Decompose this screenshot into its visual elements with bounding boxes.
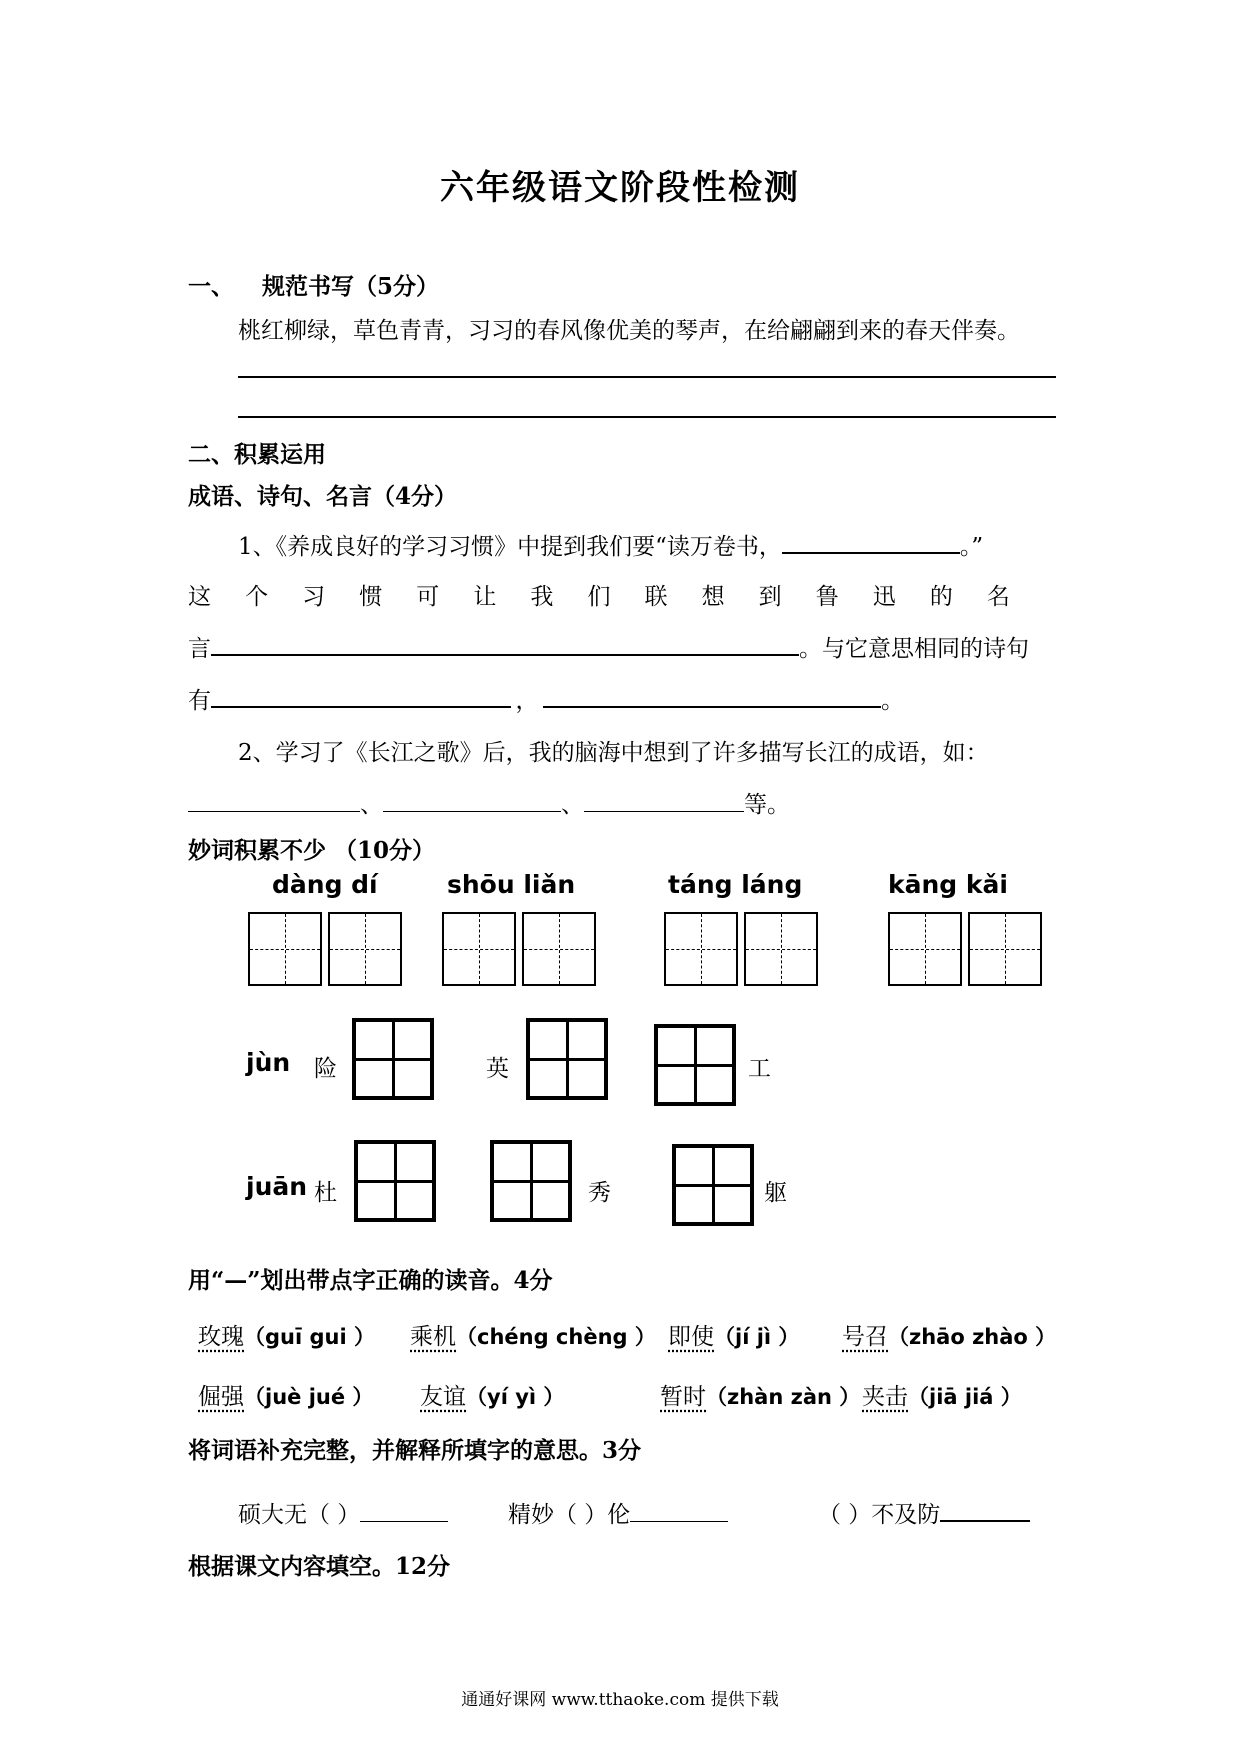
q2-dun: 、 (561, 792, 584, 818)
fill-char-box[interactable] (526, 1018, 608, 1100)
writing-grid-box[interactable] (248, 912, 322, 986)
reading-item[interactable]: 倔强（juè jué ） (198, 1384, 374, 1410)
q2-end: 等。 (744, 792, 790, 818)
reading-item[interactable]: 暂时（zhàn zàn ） (660, 1384, 861, 1410)
reading-item[interactable]: 即使（jí jì ） (668, 1324, 800, 1350)
q1-char: 鲁 (815, 584, 839, 610)
q1-period: 。 (881, 688, 904, 714)
answer-blank-idiom-3[interactable] (584, 791, 744, 812)
pinyin-4: kāng kǎi (888, 870, 1008, 899)
meaning-blank[interactable] (940, 1500, 1030, 1522)
answer-blank-quote[interactable] (211, 634, 799, 656)
question-1-line-4 (188, 682, 904, 715)
question-1-text: 1、《养成良好的学习习惯》中提到我们要“读万卷书， (238, 534, 782, 560)
question-1-close: 。” (959, 534, 984, 560)
fill-char-box[interactable] (490, 1140, 572, 1222)
fill-word-3: （ ）不及防 (818, 1496, 1030, 1529)
word-accumulation-heading: 妙词积累不少 （10分） (188, 837, 436, 864)
writing-grid-box[interactable] (442, 912, 516, 986)
q1-char: 到 (758, 584, 782, 610)
answer-blank-poem-1[interactable] (211, 686, 511, 708)
section-1-number: 一、 (188, 273, 234, 300)
q2-dun: 、 (360, 792, 383, 818)
juan-char-3: 躯 (764, 1180, 787, 1206)
page-title: 六年级语文阶段性检测 (440, 168, 800, 208)
fill-word-1: 硕大无（ ） (238, 1496, 448, 1529)
juan-pinyin: juān (246, 1172, 308, 1201)
reading-item[interactable]: 友谊（yí yì ） (420, 1384, 565, 1410)
q1-char: 我 (530, 584, 554, 610)
q1-char: 这 (188, 584, 211, 610)
q1-you: 有 (188, 688, 211, 714)
pinyin-2: shōu liǎn (447, 870, 576, 899)
q1-char: 的 (929, 584, 953, 610)
pinyin-1: dàng dí (272, 870, 378, 899)
q1-char: 联 (644, 584, 668, 610)
meaning-blank[interactable] (360, 1501, 448, 1522)
writing-line-1[interactable] (238, 376, 1056, 378)
answer-blank-poem-2[interactable] (543, 686, 881, 708)
fill-char-box[interactable] (654, 1024, 736, 1106)
writing-grid-box[interactable] (522, 912, 596, 986)
q1-char: 可 (416, 584, 440, 610)
section-1-heading: 规范书写（5分） (262, 273, 440, 300)
meaning-blank[interactable] (630, 1501, 728, 1522)
pinyin-3: táng láng (668, 870, 803, 899)
jun-char-2: 英 (486, 1056, 509, 1082)
answer-blank-reading[interactable] (782, 532, 960, 554)
reading-item[interactable]: 夹击（jiā jiá ） (862, 1384, 1022, 1410)
question-1-line-1 (238, 528, 983, 561)
fill-char-box[interactable] (672, 1144, 754, 1226)
jun-char-1: 险 (314, 1056, 337, 1082)
fill-char-box[interactable] (354, 1140, 436, 1222)
reading-item[interactable]: 号召（zhāo zhào ） (842, 1324, 1057, 1350)
reading-item[interactable]: 乘机（chéng chèng ） (410, 1324, 656, 1350)
writing-grid-box[interactable] (328, 912, 402, 986)
q1-char: 名 (986, 584, 1010, 610)
complete-words-heading: 将词语补充完整，并解释所填字的意思。3分 (188, 1437, 642, 1464)
juan-char-1: 杜 (314, 1180, 337, 1206)
section-2-heading: 二、积累运用 (188, 441, 326, 468)
question-1-line-3 (188, 630, 1029, 663)
idioms-poems-heading: 成语、诗句、名言（4分） (188, 483, 458, 510)
q1-char: 惯 (359, 584, 383, 610)
q1-char: 迅 (872, 584, 896, 610)
q1-comma: ， (515, 688, 539, 714)
reading-item[interactable]: 玫瑰（guī gui ） (198, 1324, 375, 1350)
answer-blank-idiom-2[interactable] (383, 791, 561, 812)
question-2-blanks (188, 786, 790, 819)
footer-credit: 通通好课网 www.tthaoke.com 提供下载 (461, 1690, 779, 1710)
q1-char: 想 (701, 584, 725, 610)
copy-passage: 桃红柳绿，草色青青，习习的春风像优美的琴声，在给翩翩到来的春天伴奏。 (238, 318, 1020, 344)
writing-grid-box[interactable] (744, 912, 818, 986)
writing-grid-box[interactable] (968, 912, 1042, 986)
pronunciation-heading: 用“—”划出带点字正确的读音。4分 (188, 1267, 553, 1294)
q1-line3-tail: 。与它意思相同的诗句 (799, 636, 1029, 662)
fill-word-2: 精妙（ ）伦 (508, 1496, 728, 1529)
answer-blank-idiom-1[interactable] (188, 791, 360, 812)
q1-char: 个 (245, 584, 269, 610)
writing-line-2[interactable] (238, 416, 1056, 418)
writing-grid-box[interactable] (664, 912, 738, 986)
text-fill-heading: 根据课文内容填空。12分 (188, 1553, 451, 1580)
juan-char-2: 秀 (588, 1180, 611, 1206)
q1-char: 们 (587, 584, 611, 610)
jun-char-3: 工 (748, 1056, 771, 1082)
q1-char: 习 (302, 584, 326, 610)
jun-pinyin: jùn (246, 1048, 291, 1077)
q1-char: 让 (473, 584, 497, 610)
question-1-line-2 (188, 578, 1010, 611)
fill-char-box[interactable] (352, 1018, 434, 1100)
writing-grid-box[interactable] (888, 912, 962, 986)
q1-yan: 言 (188, 636, 211, 662)
question-2: 2、学习了《长江之歌》后，我的脑海中想到了许多描写长江的成语，如： (238, 740, 989, 766)
